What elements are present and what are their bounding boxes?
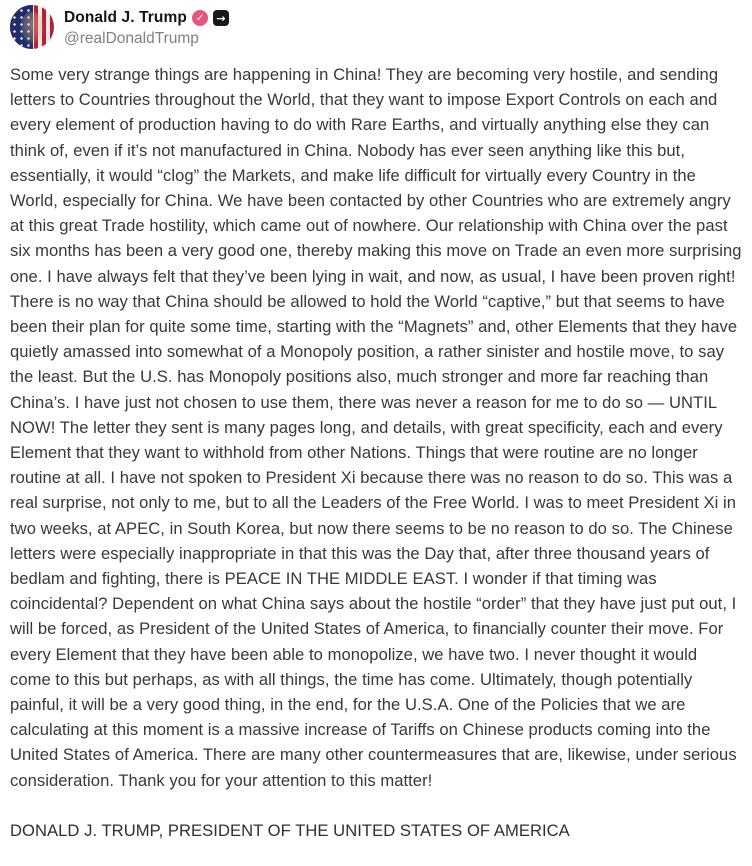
post-body bbox=[10, 62, 742, 843]
post-header bbox=[10, 5, 742, 49]
verified-check-icon: ✓ bbox=[192, 10, 208, 26]
name-row bbox=[64, 9, 229, 27]
author-identity bbox=[64, 5, 229, 48]
post-signature: DONALD J. TRUMP, PRESIDENT OF THE UNITED STATES OF AMERICA bbox=[10, 820, 570, 840]
avatar[interactable] bbox=[10, 5, 54, 49]
user-handle[interactable]: @realDonaldTrump bbox=[64, 30, 199, 47]
arrow-badge-icon: → bbox=[213, 10, 229, 26]
display-name[interactable]: Donald J. Trump bbox=[64, 9, 187, 26]
post-text: Some very strange things are happening in China! They are becoming very hostile, and sending letters to Countries throughout the World, that they want to impose Export Controls on each and every element of production having to do with Rare Earths, and virtually anything else they can think of, even if it’s not manufactured in China. Nobody has ever seen anything like this but, essentially, it would “clog” the Markets, and make life difficult for virtually every Country in the World, especially for China. We have been contacted by other Countries who are extremely angry at this great Trade hostility, which came out of nowhere. Our relationship with China over the past six months has been a very good one, thereby making this move on Trade an even more surprising one. I have always felt that they’ve been lying in wait, and now, as usual, I have been proven right! There is no way that China should be allowed to hold the World “captive,” but that seems to have been their plan for quite some time, starting with the “Magnets” and, other Elements that they have quietly amassed into somewhat of a Monopoly position, a rather sinister and hostile move, to say the least. But the U.S. has Monopoly positions also, much stronger and more far reaching than China’s. I have just not chosen to use them, there was never a reason for me to do so — UNTIL NOW! The letter they sent is many pages long, and details, with great specificity, each and every Element that they want to withhold from other Nations. Things that were routine are no longer routine at all. I have not spoken to President Xi because there was no reason to do so. This was a real surprise, not only to me, but to all the Leaders of the Free World. I was to meet President Xi in two weeks, at APEC, in South Korea, but now there seems to be no reason to do so. The Chinese letters were especially inappropriate in that this was the Day that, after three thousand years of bedlam and fighting, there is PEACE IN THE MIDDLE EAST. I wonder if that timing was coincidental? Dependent on what China says about the hostile “order” that they have just put out, I will be forced, as President of the United States of America, to financially counter their move. For every Element that they have been able to monopolize, we have two. I never thought it would come to this but perhaps, as with all things, the time has come. Ultimately, though potentially painful, it will be a very good thing, in the end, for the U.S.A. One of the Policies that we are calculating at this moment is a massive increase of Tariffs on Chinese products coming into the United States of America. There are many other countermeasures that are, likewise, under serious consideration. Thank you for your attention to this matter! bbox=[10, 65, 742, 790]
